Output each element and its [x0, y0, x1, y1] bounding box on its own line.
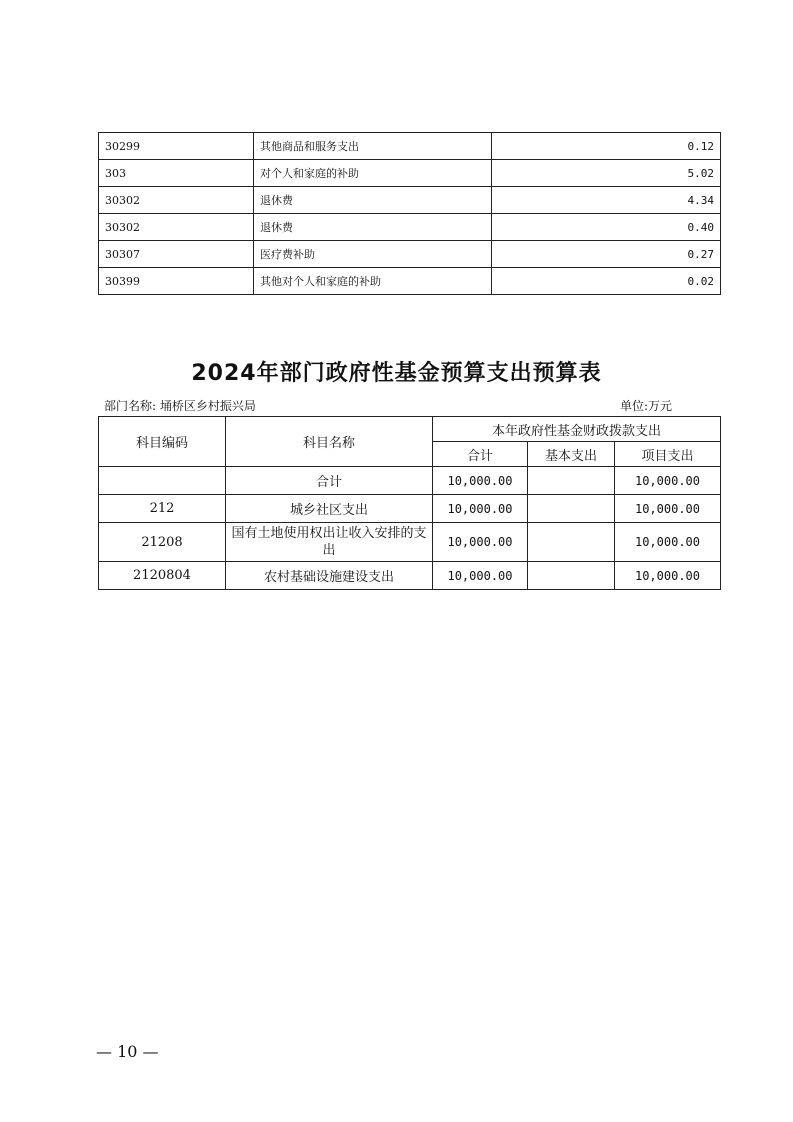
- subject-name: 其他商品和服务支出: [254, 133, 492, 160]
- subject-name: 退休费: [254, 187, 492, 214]
- header-total: 合计: [433, 442, 528, 467]
- basic-amount: [528, 467, 615, 495]
- project-amount: 10,000.00: [615, 523, 721, 562]
- subject-code: 30399: [99, 268, 254, 295]
- total-amount: 10,000.00: [433, 562, 528, 590]
- subject-name: 合计: [226, 467, 433, 495]
- unit-label: 单位:万元: [620, 399, 673, 413]
- project-amount: 10,000.00: [615, 467, 721, 495]
- subject-code: 21208: [99, 523, 226, 562]
- table-row: [99, 467, 721, 495]
- subject-code: 30302: [99, 214, 254, 241]
- amount: 0.02: [492, 268, 721, 295]
- table-row: [99, 241, 721, 268]
- subject-name: 其他对个人和家庭的补助: [254, 268, 492, 295]
- subject-code: 30307: [99, 241, 254, 268]
- table-row: [99, 187, 721, 214]
- header-project: 项目支出: [615, 442, 721, 467]
- amount: 0.27: [492, 241, 721, 268]
- table-row: [99, 268, 721, 295]
- total-amount: 10,000.00: [433, 467, 528, 495]
- table-row: [99, 562, 721, 590]
- table-row: [99, 495, 721, 523]
- amount: 4.34: [492, 187, 721, 214]
- subject-name: 城乡社区支出: [226, 495, 433, 523]
- expenditure-continuation-table: [98, 132, 721, 295]
- subject-code: [99, 467, 226, 495]
- amount: 0.12: [492, 133, 721, 160]
- subject-name: 对个人和家庭的补助: [254, 160, 492, 187]
- header-subject-code: 科目编码: [99, 417, 226, 467]
- basic-amount: [528, 523, 615, 562]
- header-basic: 基本支出: [528, 442, 615, 467]
- project-amount: 10,000.00: [615, 562, 721, 590]
- department-name: 部门名称: 埇桥区乡村振兴局: [104, 399, 256, 413]
- subject-name: 医疗费补助: [254, 241, 492, 268]
- subject-name: 退休费: [254, 214, 492, 241]
- page-number: — 10 —: [96, 1042, 159, 1061]
- project-amount: 10,000.00: [615, 495, 721, 523]
- basic-amount: [528, 495, 615, 523]
- table-row: [99, 214, 721, 241]
- amount: 0.40: [492, 214, 721, 241]
- total-amount: 10,000.00: [433, 495, 528, 523]
- subject-code: 212: [99, 495, 226, 523]
- subject-code: 30302: [99, 187, 254, 214]
- government-fund-budget-table: [98, 416, 721, 590]
- subject-code: 303: [99, 160, 254, 187]
- table-row: [99, 523, 721, 562]
- subject-name: 农村基础设施建设支出: [226, 562, 433, 590]
- basic-amount: [528, 562, 615, 590]
- amount: 5.02: [492, 160, 721, 187]
- subject-name: 国有土地使用权出让收入安排的支出: [226, 523, 433, 562]
- header-row: [99, 417, 721, 442]
- table-row: [99, 133, 721, 160]
- header-subject-name: 科目名称: [226, 417, 433, 467]
- subject-code: 30299: [99, 133, 254, 160]
- table-row: [99, 160, 721, 187]
- header-fund-group: 本年政府性基金财政拨款支出: [433, 417, 721, 442]
- page-title: 2024年部门政府性基金预算支出预算表: [191, 361, 602, 386]
- subject-code: 2120804: [99, 562, 226, 590]
- total-amount: 10,000.00: [433, 523, 528, 562]
